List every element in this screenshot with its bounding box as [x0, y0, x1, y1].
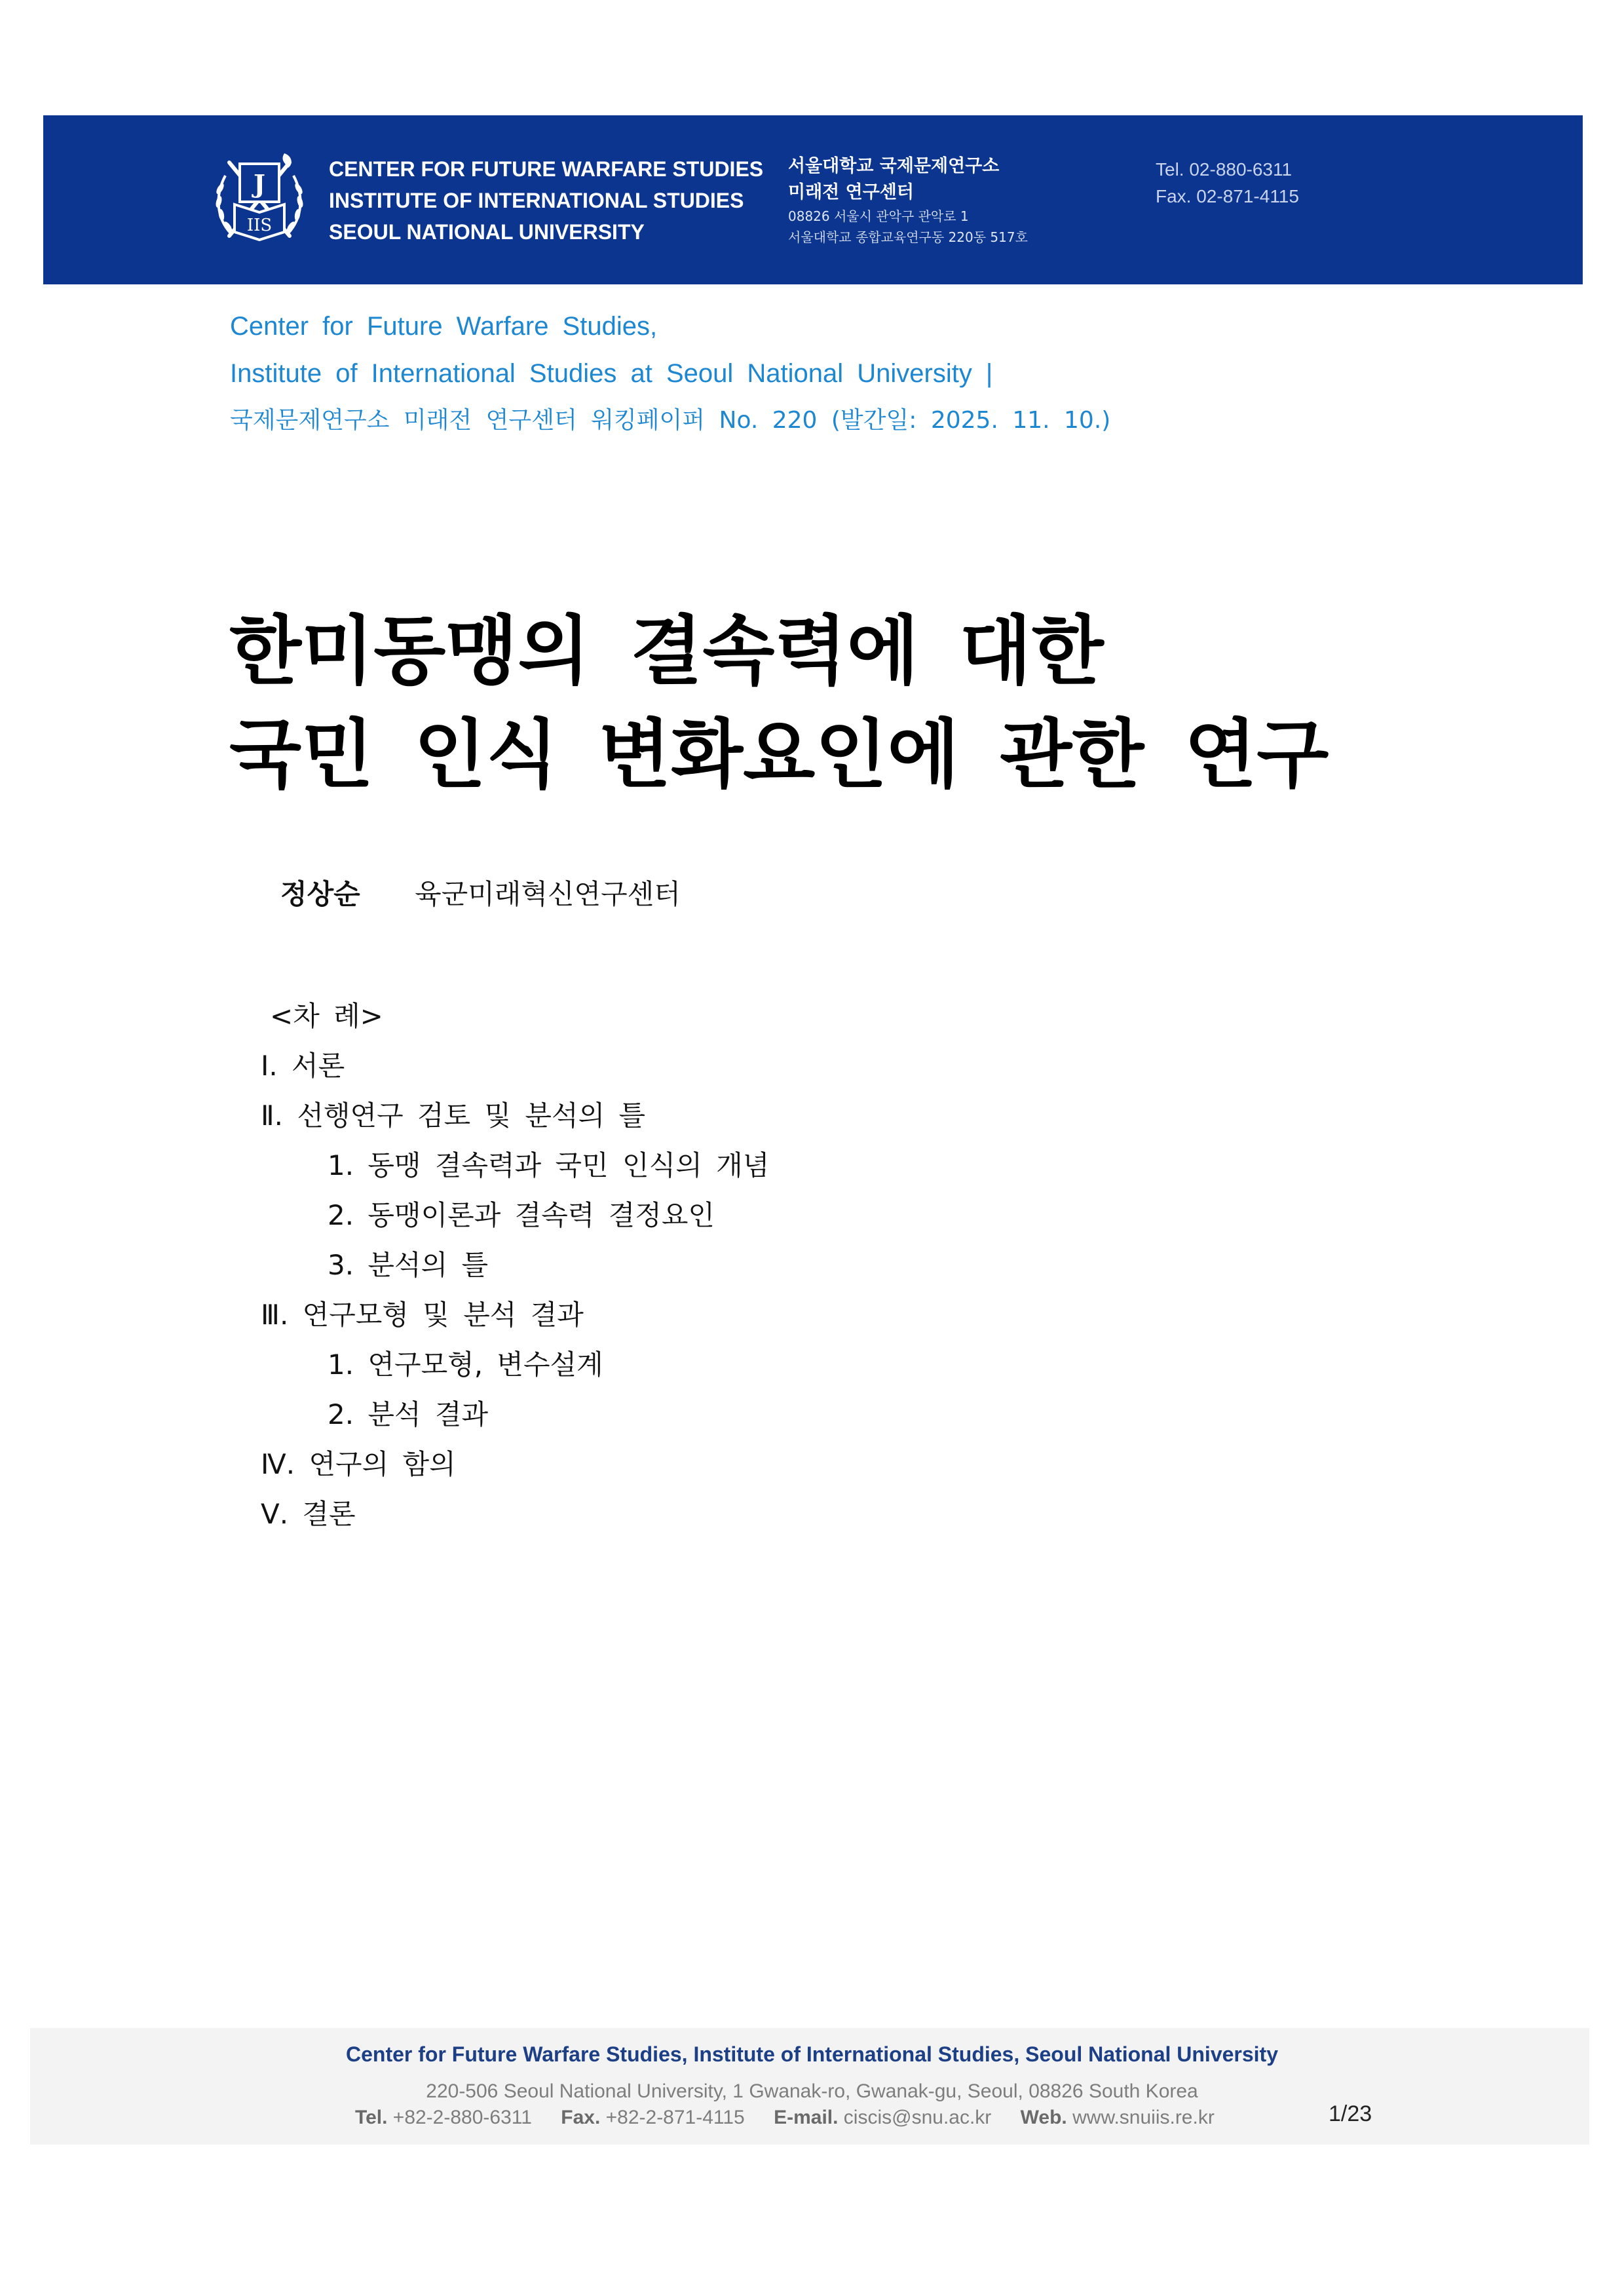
toc-subitem: 1. 연구모형, 변수설계	[328, 1349, 603, 1381]
footer-address: 220-506 Seoul National University, 1 Gwanak-ro, Gwanak-gu, Seoul, 08826 South Korea	[426, 2080, 1198, 2102]
footer-contact	[355, 2103, 1215, 2132]
header-contact	[1156, 156, 1299, 210]
footer-fax-label: Fax.	[561, 2107, 601, 2128]
footer-web-link[interactable]: www.snuiis.re.kr	[1072, 2107, 1215, 2128]
toc-subitem: 1. 동맹 결속력과 국민 인식의 개념	[328, 1149, 770, 1181]
toc-item: Ⅲ. 연구모형 및 분석 결과	[261, 1299, 584, 1331]
table-of-contents	[261, 991, 769, 1539]
institution-en-line: INSTITUTE OF INTERNATIONAL STUDIES	[329, 189, 744, 212]
paper-title	[229, 600, 1329, 807]
footer-email-link[interactable]: ciscis@snu.ac.kr	[843, 2107, 992, 2128]
toc-item: Ⅳ. 연구의 함의	[261, 1448, 456, 1480]
title-line: 국민 인식 변화요인에 관한 연구	[229, 711, 1329, 798]
svg-text:J: J	[254, 169, 265, 199]
institution-en-line: SEOUL NATIONAL UNIVERSITY	[329, 220, 645, 244]
title-line: 한미동맹의 결속력에 대한	[229, 607, 1104, 695]
toc-subitem: 2. 분석 결과	[328, 1398, 489, 1430]
address-ko-line: 08826 서울시 관악구 관악로 1	[788, 208, 969, 224]
toc-subitem: 3. 분석의 틀	[328, 1249, 489, 1281]
subheader-line: Center for Future Warfare Studies,	[230, 312, 658, 341]
institute-logo-icon	[211, 149, 308, 245]
toc-item: Ⅰ. 서론	[261, 1050, 345, 1082]
institution-ko-line: 서울대학교 국제문제연구소	[788, 156, 1000, 176]
footer-tel-label: Tel.	[355, 2107, 388, 2128]
svg-text:IIS: IIS	[246, 216, 273, 235]
footer-title: Center for Future Warfare Studies, Institute of International Studies, Seoul National University	[345, 2042, 1278, 2066]
author-block	[280, 875, 681, 914]
institution-en-line: CENTER FOR FUTURE WARFARE STUDIES	[329, 157, 764, 181]
toc-heading: <차 례>	[270, 1000, 383, 1032]
institution-ko-line: 미래전 연구센터	[788, 182, 914, 202]
author-name: 정상순	[280, 878, 360, 910]
toc-item: Ⅱ. 선행연구 검토 및 분석의 틀	[261, 1100, 646, 1132]
subheader-line: Institute of International Studies at Seoul National University |	[230, 359, 993, 388]
footer-fax: +82-2-871-4115	[605, 2107, 745, 2128]
header-tel: Tel. 02-880-6311	[1156, 159, 1293, 180]
footer-tel: +82-2-880-6311	[392, 2107, 532, 2128]
institution-name-en	[329, 153, 763, 248]
footer-web-label: Web.	[1020, 2107, 1067, 2128]
subheader-line: 국제문제연구소 미래전 연구센터 워킹페이퍼 No. 220 (발간일: 2025. 11. 10.)	[230, 407, 1111, 434]
institution-name-ko	[788, 153, 1028, 248]
author-affiliation: 육군미래혁신연구센터	[415, 878, 681, 910]
header-fax: Fax. 02-871-4115	[1156, 186, 1299, 206]
toc-subitem: 2. 동맹이론과 결속력 결정요인	[328, 1199, 715, 1231]
address-ko-line: 서울대학교 종합교육연구동 220동 517호	[788, 229, 1028, 245]
page-number: 1/23	[1329, 2101, 1372, 2126]
series-subheader	[230, 303, 1110, 444]
footer-email-label: E-mail.	[774, 2107, 839, 2128]
toc-item: Ⅴ. 결론	[261, 1498, 356, 1530]
